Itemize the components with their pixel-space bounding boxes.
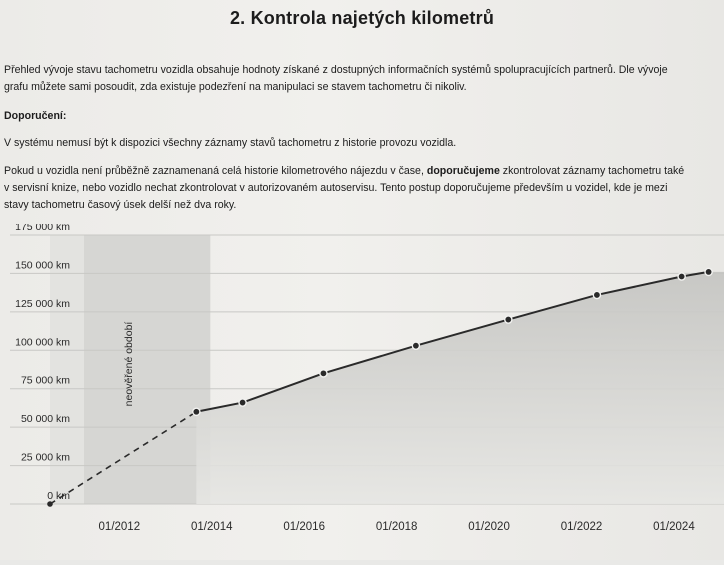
x-tick-label-6: 01/2024 [653, 521, 695, 533]
mileage-point-7 [705, 268, 712, 275]
intro-paragraph [4, 62, 724, 96]
mileage-point-2 [320, 370, 327, 377]
mileage-area [196, 272, 724, 504]
x-tick-label-1: 01/2014 [190, 521, 233, 533]
unverified-period-band [80, 235, 210, 504]
x-tick-label-0: 01/2012 [98, 521, 141, 533]
availability-note: V systému nemusí být k dispozici všechny záznamy stavů tachometru z historie provozu vozidla. [4, 137, 457, 149]
unverified-period-label: neověřené období [123, 321, 135, 407]
y-tick-label-7: 175 000 km [15, 224, 70, 233]
odometer-chart-svg [0, 224, 724, 560]
x-tick-label-5: 01/2022 [560, 521, 603, 533]
y-tick-label-2: 50 000 km [20, 413, 70, 426]
x-tick-label-2: 01/2016 [283, 521, 325, 533]
recommendation-text-b: zkontrolovat záznamy tachometru také [499, 165, 685, 177]
recommendation-emphasis: doporučujeme [426, 165, 500, 177]
y-tick-label-5: 125 000 km [15, 297, 70, 310]
odometer-chart [0, 224, 724, 560]
recommendation-heading: Doporučení: [4, 110, 67, 122]
recommendation-text-a: Pokud u vozidla není průběžně zaznamenaná celá historie kilometrového nájezdu v čase, [4, 165, 427, 177]
recommendation-paragraph [4, 163, 724, 214]
section-title: 2. Kontrola najetých kilometrů [229, 8, 495, 28]
mileage-point-3 [412, 342, 419, 349]
recommendation-line-2: v servisní knize, nebo vozidlo nechat zkontrolovat v autorizovaném autoservisu. Tento postup doporučujeme především u vozidel, kde je mezi [4, 182, 668, 194]
recommendation-line-1 [4, 163, 724, 180]
y-tick-label-4: 100 000 km [15, 336, 70, 349]
y-tick-label-6: 150 000 km [15, 259, 70, 272]
x-tick-label-4: 01/2020 [468, 521, 510, 533]
start-point [47, 501, 53, 507]
mileage-point-5 [593, 291, 600, 298]
x-tick-label-3: 01/2018 [375, 521, 418, 533]
y-tick-label-1: 25 000 km [20, 451, 70, 464]
mileage-point-1 [239, 399, 246, 406]
intro-line-1: Přehled vývoje stavu tachometru vozidla obsahuje hodnoty získané z dostupných informačních systémů spolupracujících partnerů. Dle vývoje [4, 64, 668, 76]
mileage-point-6 [678, 273, 685, 280]
intro-line-2: grafu můžete sami posoudit, zda existuje podezření na manipulaci se stavem tachometru či nikoliv. [4, 81, 467, 93]
unverified-period-band-edge [50, 235, 84, 504]
y-tick-label-3: 75 000 km [20, 374, 70, 387]
mileage-point-4 [505, 316, 512, 323]
y-tick-label-0: 0 km [47, 490, 70, 502]
recommendation-line-3: stavy tachometru časový úsek delší než dva roky. [4, 199, 237, 211]
mileage-point-0 [193, 408, 200, 415]
